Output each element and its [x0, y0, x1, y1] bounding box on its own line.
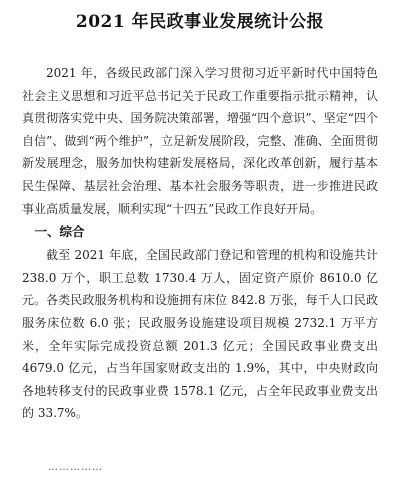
document-title: 2021 年民政事业发展统计公报 — [75, 12, 325, 32]
overview-paragraph: 截至 2021 年底，全国民政部门登记和管理的机构和设施共计 238.0 万个，职工总数 1730.4 万人，固定资产原价 8610.0 亿元。各类民政服务机构和设施拥有床位 842.8 万张，每千人口民政服务床位数 6.0 张；民政服务设施建设项目规模 2732.1 万平方米，全年实际完成投资总额 201.3 亿元；全国民政事业费支出 4679.0 亿元，占当年国家财政支出的 1.9%，其中，中央财政向各地转移支付的民政事业费 1578.1 亿元，占全年民政事业费支出的 33.7%。 — [22, 248, 378, 421]
intro-paragraph: 2021 年，各级民政部门深入学习贯彻习近平新时代中国特色社会主义思想和习近平总书记关于民政工作重要指示批示精神，认真贯彻落实党中央、国务院决策部署，增强“四个意识”、坚定“四个自信”、做到“两个维护”，立足新发展阶段，完整、准确、全面贯彻新发展理念，服务加快构建新发展格局，深化改革创新，履行基本民生保障、基层社会治理、基本社会服务等职责，进一步推进民政事业高质量发展，顺利实现“十四五”民政工作良好开局。 — [22, 66, 378, 216]
section-heading-overview: 一、综合 — [34, 224, 85, 240]
continuation-marker: …………… — [48, 462, 103, 473]
